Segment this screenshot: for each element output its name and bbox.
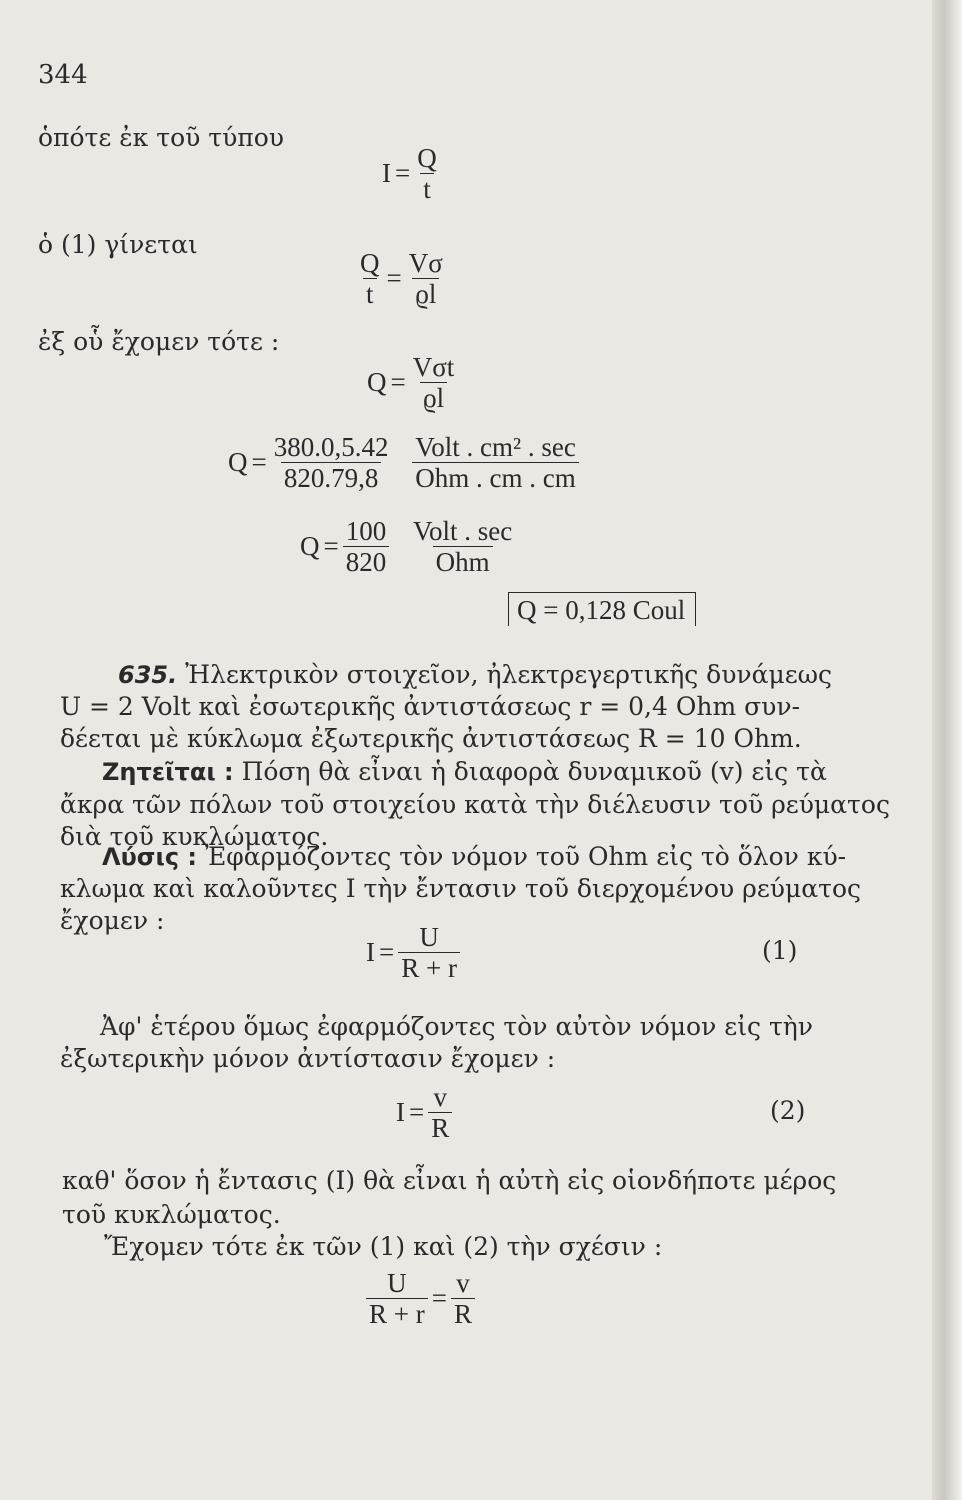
para2-line-1: Ἀφ' ἑτέρου ὅμως ἐφαρμόζοντες τὸν αὐτὸν νόμον εἰς τὴν bbox=[100, 1012, 813, 1041]
denominator: Ohm . cm . cm bbox=[412, 462, 578, 493]
intro-line-2: ὁ (1) γίνεται bbox=[38, 230, 198, 259]
denominator: Ohm bbox=[433, 546, 493, 577]
page-edge bbox=[932, 0, 962, 1500]
numerator: 380.0,5.42 bbox=[273, 432, 389, 462]
numerator: Volt . sec bbox=[412, 516, 513, 546]
para3-line-3: Ἔχομεν τότε ἐκ τῶν (1) καὶ (2) τὴν σχέσιν : bbox=[104, 1232, 663, 1261]
numerator: Q bbox=[417, 143, 437, 173]
para2-line-2: ἐξωτερικὴν μόνον ἀντίστασιν ἔχομεν : bbox=[60, 1044, 556, 1073]
intro-line-1: ὁπότε ἐκ τοῦ τύπου bbox=[38, 123, 284, 152]
fraction bbox=[406, 248, 446, 309]
problem-text: Ἐφαρμόζοντες τὸν νόμον τοῦ Ohm εἰς τὸ ὅλον κύ- bbox=[204, 842, 847, 871]
equals-sign: = bbox=[409, 1097, 425, 1127]
problem-number: 635. bbox=[118, 661, 178, 689]
equals-sign: = bbox=[431, 1283, 447, 1313]
problem-text: Ἠλεκτρικὸν στοιχεῖον, ἠλεκτρεγερτικῆς δυνάμεως bbox=[185, 660, 833, 689]
equation-1 bbox=[366, 922, 460, 983]
units-fraction bbox=[410, 516, 515, 577]
equation-2 bbox=[396, 1082, 452, 1143]
formula-lhs: I bbox=[366, 937, 375, 967]
para3-line-2: τοῦ κυκλώματος. bbox=[62, 1200, 281, 1229]
problem-line-2: U = 2 Volt καὶ ἐσωτερικῆς ἀντιστάσεως r = 0,4 Ohm συν- bbox=[60, 692, 801, 721]
equals-sign: = bbox=[395, 158, 411, 188]
fraction bbox=[366, 1268, 428, 1329]
equation-number-1: (1) bbox=[762, 936, 798, 965]
numerator: v bbox=[433, 1082, 447, 1112]
problem-line-6: διὰ τοῦ κυκλώματος. bbox=[60, 822, 329, 851]
lysis-label: Λύσις : bbox=[102, 843, 198, 871]
fraction bbox=[428, 1082, 452, 1143]
intro-line-3: ἐξ οὗ ἔχομεν τότε : bbox=[38, 327, 280, 356]
formula-simplified bbox=[300, 516, 515, 577]
denominator: R + r bbox=[398, 952, 460, 983]
page-number: 344 bbox=[38, 60, 88, 90]
problem-line-3: δέεται μὲ κύκλωμα ἐξωτερικῆς ἀντιστάσεως R = 10 Ohm. bbox=[60, 724, 802, 753]
formula-current bbox=[382, 143, 440, 204]
fraction bbox=[398, 922, 460, 983]
problem-line-5: ἄκρα τῶν πόλων τοῦ στοιχείου κατὰ τὴν διέλευσιν τοῦ ρεύματος bbox=[60, 790, 890, 819]
fraction bbox=[451, 1268, 475, 1329]
fraction bbox=[410, 352, 458, 413]
problem-line-8: κλωμα καὶ καλοῦντες I τὴν ἔντασιν τοῦ διερχομένου ρεύματος bbox=[60, 874, 862, 903]
denominator: t bbox=[420, 173, 434, 204]
denominator: 820 bbox=[343, 546, 390, 577]
formula-lhs: Q bbox=[367, 367, 387, 397]
fraction bbox=[414, 143, 440, 204]
fraction bbox=[343, 516, 390, 577]
para3-line-1: καθ' ὅσον ἡ ἔντασις (I) θὰ εἶναι ἡ αὐτὴ εἰς οἱονδήποτε μέρος bbox=[62, 1166, 837, 1195]
numerator: 100 bbox=[345, 516, 387, 546]
numerator: Volt . cm² . sec bbox=[415, 432, 576, 462]
equals-sign: = bbox=[379, 937, 395, 967]
equation-number-2: (2) bbox=[770, 1096, 806, 1125]
denominator: 820.79,8 bbox=[281, 462, 382, 493]
formula-lhs: Q bbox=[300, 531, 320, 561]
numerator: U bbox=[419, 922, 439, 952]
numerator: v bbox=[456, 1268, 470, 1298]
formula-lhs: I bbox=[396, 1097, 405, 1127]
equals-sign: = bbox=[323, 531, 339, 561]
formula-lhs: I bbox=[382, 158, 391, 188]
numerator: Vσ bbox=[408, 248, 443, 278]
fraction bbox=[357, 248, 383, 309]
denominator: ϱl bbox=[420, 382, 447, 413]
denominator: ϱl bbox=[412, 278, 439, 309]
denominator: R + r bbox=[366, 1298, 428, 1329]
formula-lhs: Q bbox=[228, 447, 248, 477]
result-box: Q = 0,128 Coul bbox=[508, 592, 696, 626]
denominator: t bbox=[363, 278, 377, 309]
denominator: R bbox=[451, 1298, 475, 1329]
numerator: Vσt bbox=[412, 352, 455, 382]
fraction bbox=[271, 432, 392, 493]
formula-numeric bbox=[228, 432, 579, 493]
numerator: U bbox=[387, 1268, 407, 1298]
denominator: R bbox=[428, 1112, 452, 1143]
formula-substitution bbox=[357, 248, 446, 309]
equals-sign: = bbox=[390, 367, 406, 397]
problem-line-9: ἔχομεν : bbox=[60, 906, 165, 935]
numerator: Q bbox=[360, 248, 380, 278]
problem-text: Πόση θὰ εἶναι ἡ διαφορὰ δυναμικοῦ (v) εἰς τὰ bbox=[241, 757, 827, 786]
equation-3 bbox=[366, 1268, 475, 1329]
equals-sign: = bbox=[251, 447, 267, 477]
formula-charge bbox=[367, 352, 457, 413]
zeteitai-label: Ζητεῖται : bbox=[102, 758, 234, 786]
problem-line-1 bbox=[118, 660, 832, 690]
units-fraction bbox=[412, 432, 579, 493]
equals-sign: = bbox=[386, 263, 402, 293]
problem-line-7 bbox=[102, 842, 846, 872]
problem-line-4 bbox=[102, 757, 827, 787]
